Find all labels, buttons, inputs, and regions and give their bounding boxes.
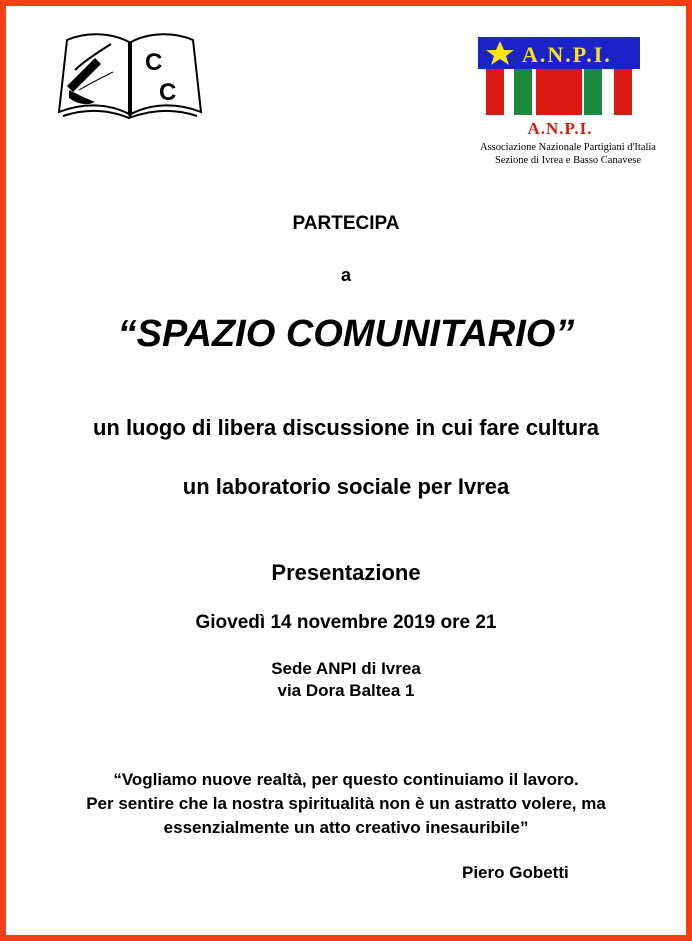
quote-author: Piero Gobetti [462,863,569,882]
preposition-a: a [340,265,351,285]
logo-letter-c1: C [145,49,163,76]
anpi-title: A.N.P.I. [527,119,593,138]
flag-text: A.N.P.I. [522,42,612,67]
logo-letter-c2: C [159,79,177,106]
venue-line-2: via Dora Baltea 1 [277,681,415,700]
quote-line-2: Per sentire che la nostra spiritualità non è un astratto volere, ma [86,794,606,813]
anpi-subtitle-line2: Sezione di Ivrea e Basso Canavese [494,155,642,166]
headline: “SPAZIO COMUNITARIO” [117,313,575,355]
quote-line-3: essenzialmente un atto creativo inesauribile” [163,818,529,837]
tagline-1: un luogo di libera discussione in cui fare cultura [92,415,600,440]
event-date: Giovedì 14 novembre 2019 ore 21 [195,612,497,633]
anpi-subtitle [452,141,684,167]
tagline-2: un laboratorio sociale per Ivrea [182,474,510,499]
venue-line-1: Sede ANPI di Ivrea [271,659,421,678]
anpi-subtitle-line1: Associazione Nazionale Partigiani d'Italia [480,142,656,153]
book-pen-logo [55,32,205,120]
presentazione-heading: Presentazione [271,560,421,585]
quote-line-1: “Vogliamo nuove realtà, per questo continuiamo il lavoro. [113,770,579,789]
partecipa-heading: PARTECIPA [292,213,400,234]
anpi-flag-logo [478,37,640,115]
